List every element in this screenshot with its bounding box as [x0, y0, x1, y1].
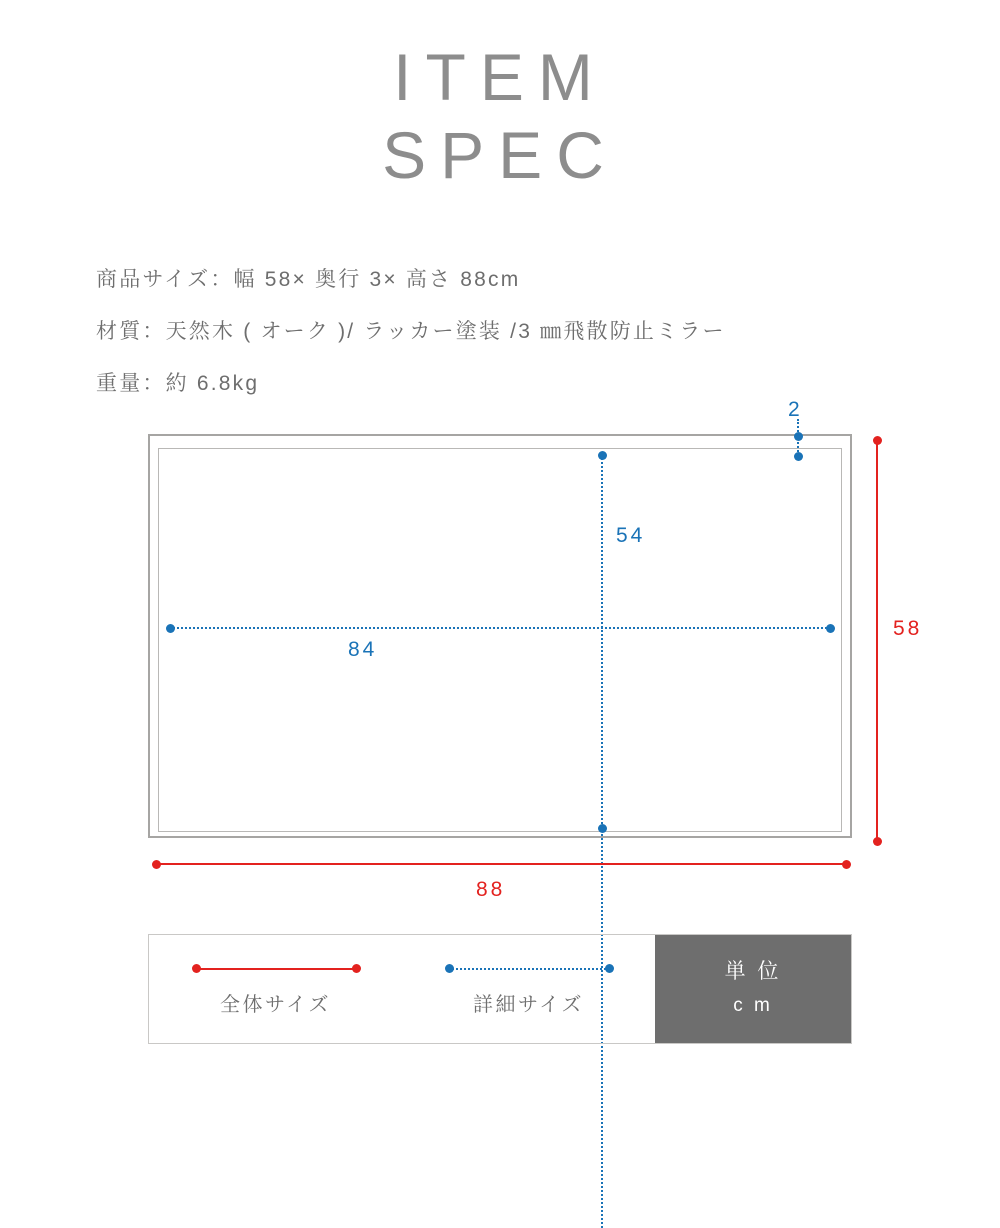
- legend-sample-overall: [188, 962, 364, 976]
- dimension-diagram: [0, 400, 1000, 920]
- label-inner-height: 54: [616, 524, 646, 547]
- legend-unit-value: c m: [733, 995, 773, 1016]
- inner-width-dot-left: [166, 624, 175, 633]
- label-frame-thickness: 2: [788, 398, 803, 421]
- label-total-width: 88: [476, 878, 506, 901]
- title-line-spec: SPEC: [382, 118, 618, 192]
- legend: [148, 934, 852, 1044]
- inner-height-dot-bottom: [598, 824, 607, 833]
- mirror-frame-inner: [158, 448, 842, 832]
- inner-width-line: [170, 627, 830, 629]
- inner-height-dot-top: [598, 451, 607, 460]
- label-total-height: 58: [893, 617, 923, 640]
- spec-line-material: 材質：天然木 ( オーク )/ ラッカー塗装 /3 ㎜飛散防止ミラー: [96, 320, 726, 343]
- legend-line-blue: [449, 968, 609, 970]
- total-width-dot-right: [842, 860, 851, 869]
- total-width-dot-left: [152, 860, 161, 869]
- legend-label-detail: 詳細サイズ: [473, 993, 584, 1016]
- legend-sample-detail: [441, 962, 617, 976]
- inner-width-dot-right: [826, 624, 835, 633]
- legend-line-red: [196, 968, 356, 970]
- total-height-line: [876, 438, 878, 842]
- legend-item-detail: [402, 935, 655, 1043]
- legend-dot-red-left: [192, 964, 201, 973]
- total-height-dot-bottom: [873, 837, 882, 846]
- frame-thickness-dot-bottom: [794, 452, 803, 461]
- frame-thickness-dot-top: [794, 432, 803, 441]
- label-inner-width: 84: [348, 638, 378, 661]
- spec-line-size: 商品サイズ：幅 58× 奥行 3× 高さ 88cm: [96, 268, 521, 291]
- legend-dot-blue-left: [445, 964, 454, 973]
- total-height-dot-top: [873, 436, 882, 445]
- legend-dot-red-right: [352, 964, 361, 973]
- page-title: [0, 38, 1000, 194]
- inner-height-line: [601, 455, 603, 1228]
- legend-unit-title: 単 位: [724, 960, 782, 983]
- legend-item-overall: [149, 935, 402, 1043]
- total-width-line: [155, 863, 847, 865]
- legend-dot-blue-right: [605, 964, 614, 973]
- legend-unit-cell: [655, 935, 851, 1043]
- spec-line-weight: 重量：約 6.8kg: [96, 372, 260, 395]
- legend-label-overall: 全体サイズ: [220, 993, 331, 1016]
- spec-list: [96, 254, 926, 410]
- title-line-item: ITEM: [393, 40, 607, 114]
